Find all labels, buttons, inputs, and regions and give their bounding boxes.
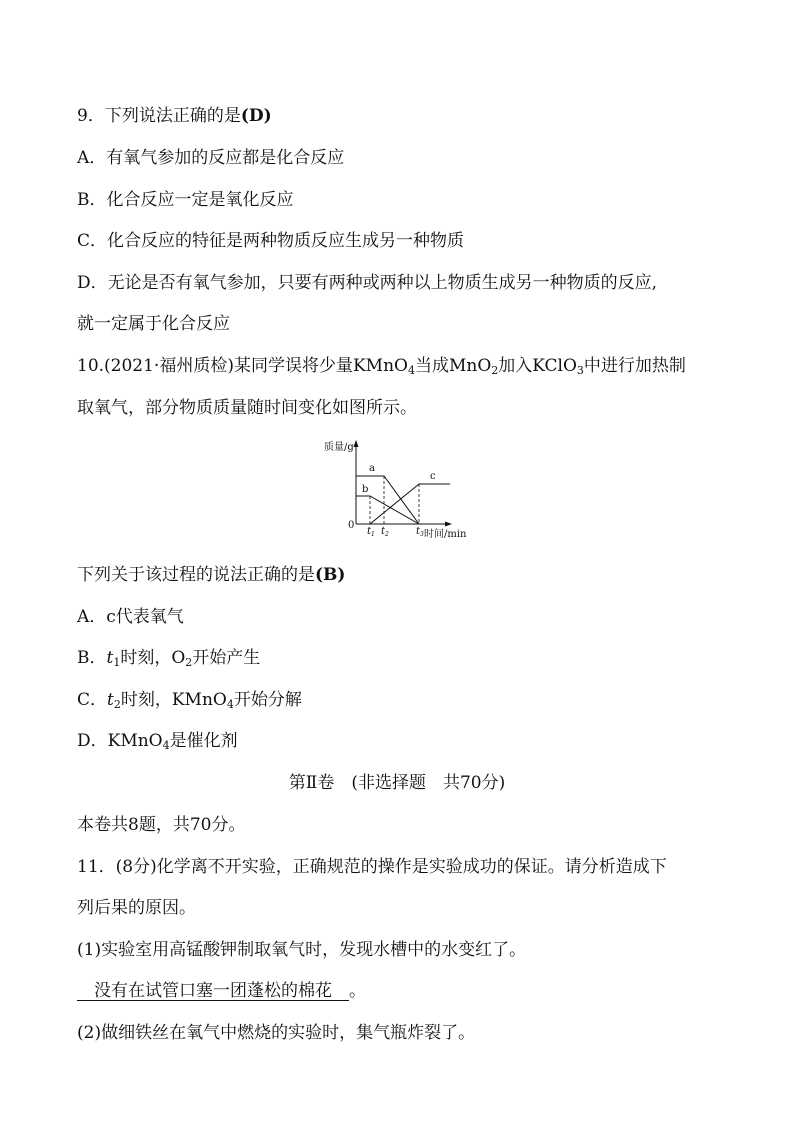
- section-title: 第Ⅱ卷 (非选择题 共70分): [288, 773, 506, 793]
- q9-stem: 9．下列说法正确的是(D): [77, 106, 272, 126]
- section-note: 本卷共8题，共70分。: [77, 815, 246, 835]
- q11-stem-line1: 11．(8分)化学离不开实验，正确规范的操作是实验成功的保证。请分析造成下: [77, 857, 667, 877]
- q9-option-c: C．化合反应的特征是两种物质反应生成另一种物质: [77, 231, 465, 251]
- q10-option-c: C．$t_2$时刻，KMnO$_4$开始分解: [77, 690, 302, 711]
- q10-question: 下列关于该过程的说法正确的是(B): [77, 565, 346, 585]
- series-a-label: a: [369, 463, 375, 474]
- q10-option-b: B．$t_1$时刻，$O_2$开始产生: [77, 648, 261, 669]
- q10-option-a: A．c代表氧气: [77, 607, 184, 627]
- q9-option-b: B．化合反应一定是氧化反应: [77, 190, 294, 210]
- q10-option-d: D．KMnO$_4$是催化剂: [77, 731, 238, 752]
- q9-option-d: D．无论是否有氧气参加，只要有两种或两种以上物质生成另一种物质的反应,: [77, 273, 658, 293]
- q10-stem-line1: 10.(2021·福州质检)某同学误将少量KMnO$_4$当成MnO$_2$加入KClO$_3$中进行加热制: [77, 356, 686, 377]
- y-axis-arrow: [354, 440, 359, 447]
- series-c-label: c: [430, 471, 436, 482]
- q9-option-d-cont: 就一定属于化合反应: [77, 314, 230, 334]
- tick-t3: $t_3$: [416, 526, 424, 538]
- tick-t1: $t_1$: [367, 526, 375, 538]
- series-b-label: b: [362, 484, 369, 495]
- q11-sub1: (1)实验室用高锰酸钾制取氧气时，发现水槽中的水变红了。: [77, 940, 527, 960]
- y-axis-label: 质量/g: [324, 442, 354, 453]
- x-axis-label: 时间/min: [424, 529, 467, 540]
- q11-sub2: (2)做细铁丝在氧气中燃烧的实验时，集气瓶炸裂了。: [77, 1023, 476, 1043]
- q11-stem-line2: 列后果的原因。: [77, 898, 196, 918]
- tick-t2: $t_2$: [381, 526, 389, 538]
- q11-answer1: 没有在试管口塞一团蓬松的棉花 。: [77, 981, 366, 1001]
- q10-stem-line2: 取氧气，部分物质质量随时间变化如图所示。: [77, 398, 417, 418]
- series-c-line: [370, 484, 450, 524]
- x-axis-arrow: [445, 522, 452, 527]
- mass-time-chart: [318, 436, 478, 544]
- q9-option-a: A．有氧气参加的反应都是化合反应: [77, 148, 345, 168]
- origin-label: 0: [348, 520, 355, 531]
